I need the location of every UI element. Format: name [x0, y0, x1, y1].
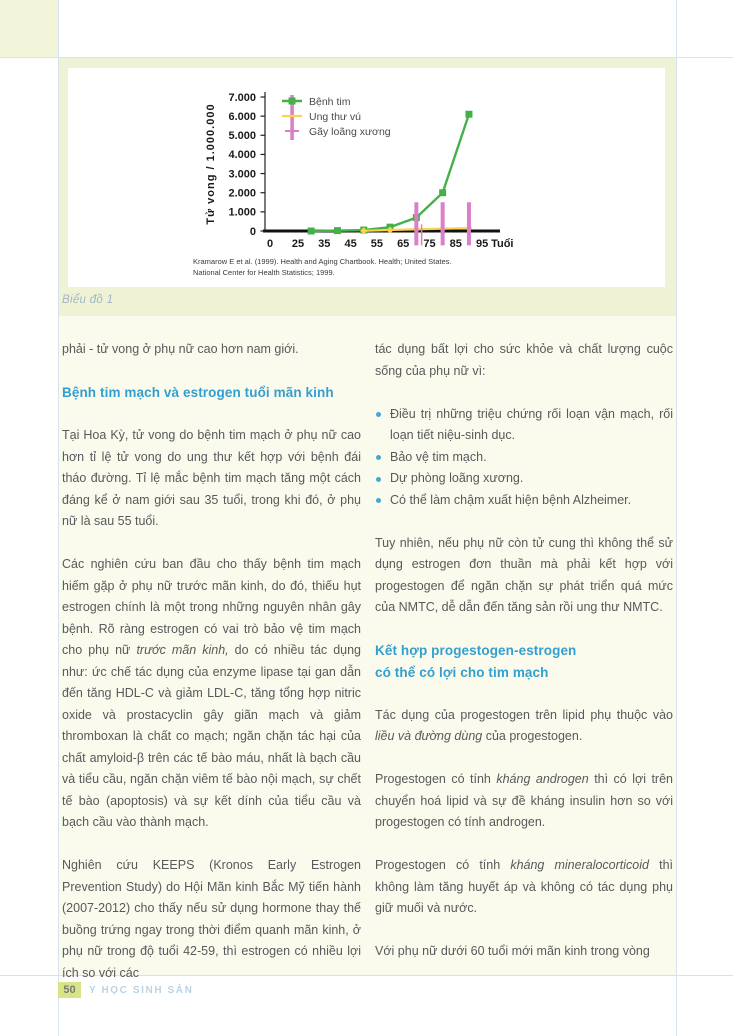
- svg-text:55: 55: [370, 238, 384, 250]
- rule-vertical-right: [676, 0, 677, 1036]
- list-item: [375, 404, 673, 447]
- svg-text:Tử vong / 1.000.000: Tử vong / 1.000.000: [205, 103, 217, 225]
- list-item: [375, 447, 673, 469]
- journal-name: Y HỌC SINH SẢN: [89, 985, 194, 996]
- svg-text:3.000: 3.000: [228, 168, 256, 181]
- paragraph-fragment-benefits: tác dụng bất lợi cho sức khỏe và chất lượng cuộc sống của phụ nữ vì:: [375, 342, 673, 378]
- svg-text:6.000: 6.000: [228, 110, 256, 123]
- chart-caption: Biểu đồ 1: [62, 294, 114, 306]
- svg-text:Bệnh tim: Bệnh tim: [309, 96, 351, 108]
- corner-accent-block: [0, 0, 58, 57]
- column-right: [375, 339, 673, 963]
- svg-text:Gãy loãng xương: Gãy loãng xương: [309, 126, 391, 138]
- svg-text:Kramarow E et al. (1999). Heal: Kramarow E et al. (1999). Health and Aging Chartbook. Health; United States.: [193, 257, 452, 266]
- chart-card: [68, 68, 665, 287]
- svg-text:1.000: 1.000: [228, 206, 256, 219]
- paragraph-lipid: Tác dụng của progestogen trên lipid phụ thuộc vào liều và đường dùng của progestogen.: [375, 707, 673, 743]
- bullet-icon: [376, 477, 381, 482]
- bullet-icon: [376, 412, 381, 417]
- column-left: [62, 339, 361, 984]
- svg-text:45: 45: [344, 238, 357, 250]
- svg-text:0: 0: [266, 238, 274, 250]
- paragraph-usa: Tại Hoa Kỳ, tử vong do bệnh tim mạch ở phụ nữ cao hơn tỉ lệ tử vong do ung thư kết hợp với bệnh đái tháo đường. Tỉ lệ mắc bệnh tim mạch tăng một cách đáng kể ở nam giới sau 35 tuổi, trong khi đó, ở phụ nữ là sau 55 tuổi.: [62, 428, 361, 528]
- bullet-icon: [376, 498, 381, 503]
- svg-text:25: 25: [291, 238, 305, 250]
- svg-text:National Center for Health Sta: National Center for Health Statistics; 1999.: [193, 268, 335, 277]
- svg-text:85: 85: [449, 238, 462, 250]
- bullet-icon: [376, 455, 381, 460]
- svg-text:95: 95: [475, 238, 489, 250]
- section-heading-progestogen: [375, 640, 673, 683]
- svg-text:75: 75: [423, 238, 436, 250]
- paragraph-keeps: Nghiên cứu KEEPS (Kronos Early Estrogen Prevention Study) do Hội Mãn kinh Bắc Mỹ tiến hành (2007-2012) cho thấy nếu sử dụng hormone thay thế buồng trứng ngay trong thời điểm quanh mãn kinh, ở phụ nữ trong độ tuổi 42-59, thì estrogen có nhiều lợi ích so với các: [62, 858, 361, 980]
- svg-text:Tuổi: Tuổi: [491, 238, 514, 250]
- list-item-text: Bảo vệ tim mạch.: [390, 449, 487, 464]
- svg-text:Ung thư vú: Ung thư vú: [309, 111, 361, 123]
- paragraph-androgen: Progestogen có tính kháng androgen thì có lợi trên chuyển hoá lipid và sự đề kháng insulin hơn so với progestogen có tính androgen.: [375, 772, 673, 829]
- list-item-text: Điều trị những triệu chứng rối loạn vận mạch, rối loạn tiết niệu-sinh dục.: [390, 406, 673, 442]
- svg-text:35: 35: [318, 238, 331, 250]
- svg-text:65: 65: [397, 238, 410, 250]
- list-item: [375, 468, 673, 490]
- paragraph-however: Tuy nhiên, nếu phụ nữ còn tử cung thì không thể sử dụng estrogen đơn thuần mà phải kết hợp với progestogen để ngăn chặn sự phát triển quá mức của NMTC, dễ dẫn đến tăng sản rồi ung thư NMTC.: [375, 535, 673, 614]
- list-item-text: Dự phòng loãng xương.: [390, 471, 524, 485]
- benefit-list: [375, 404, 673, 512]
- paragraph-mineralocorticoid: Progestogen có tính kháng mineralocorticoid thì không làm tăng huyết áp và không có tác dụng phụ giữ muối và nước.: [375, 858, 674, 915]
- heading-line-1: Kết hợp progestogen-estrogen: [375, 643, 577, 658]
- paragraph-fragment-end: Với phụ nữ dưới 60 tuổi mới mãn kinh trong vòng: [375, 944, 650, 958]
- paragraph-studies: Các nghiên cứu ban đầu cho thấy bệnh tim mạch hiếm gặp ở phụ nữ trước mãn kinh, do đó, thiếu hụt estrogen chính là một trong những nguyên nhân gây bệnh. Rõ ràng estrogen có vai trò bảo vệ tim mạch cho phụ nữ trước mãn kinh, do có nhiều tác dụng như: ức chế tác dụng của enzyme lipase tại gan dẫn đến tăng HDL-C và giảm LDL-C, tăng tổng hợp nitric oxide và prostacyclin gây giãn mạch và giảm thromboxan là chất co mạch; ngăn chặn tác hại của chất amyloid-β trên các tế bào máu, nhất là bạch cầu và tiểu cầu, ngăn chặn viêm tế bào nội mạch, sự chết tế bào (apoptosis) và sự kết dính của tiểu cầu và bạch cầu vào thành mạch.: [62, 557, 361, 829]
- section-heading-cardio: Bệnh tim mạch và estrogen tuổi mãn kinh: [62, 385, 334, 400]
- mortality-chart: [68, 68, 665, 287]
- svg-text:7.000: 7.000: [228, 91, 256, 104]
- paragraph-fragment: phải - tử vong ở phụ nữ cao hơn nam giới.: [62, 342, 299, 356]
- svg-text:0: 0: [249, 225, 256, 238]
- heading-line-2: có thể có lợi cho tim mạch: [375, 664, 549, 680]
- list-item: [375, 490, 673, 512]
- list-item-text: Có thể làm chậm xuất hiện bệnh Alzheimer.: [390, 492, 632, 507]
- svg-text:4.000: 4.000: [228, 149, 256, 162]
- svg-text:5.000: 5.000: [228, 130, 256, 143]
- svg-text:2.000: 2.000: [228, 187, 256, 200]
- page-number-badge: 50: [58, 982, 81, 998]
